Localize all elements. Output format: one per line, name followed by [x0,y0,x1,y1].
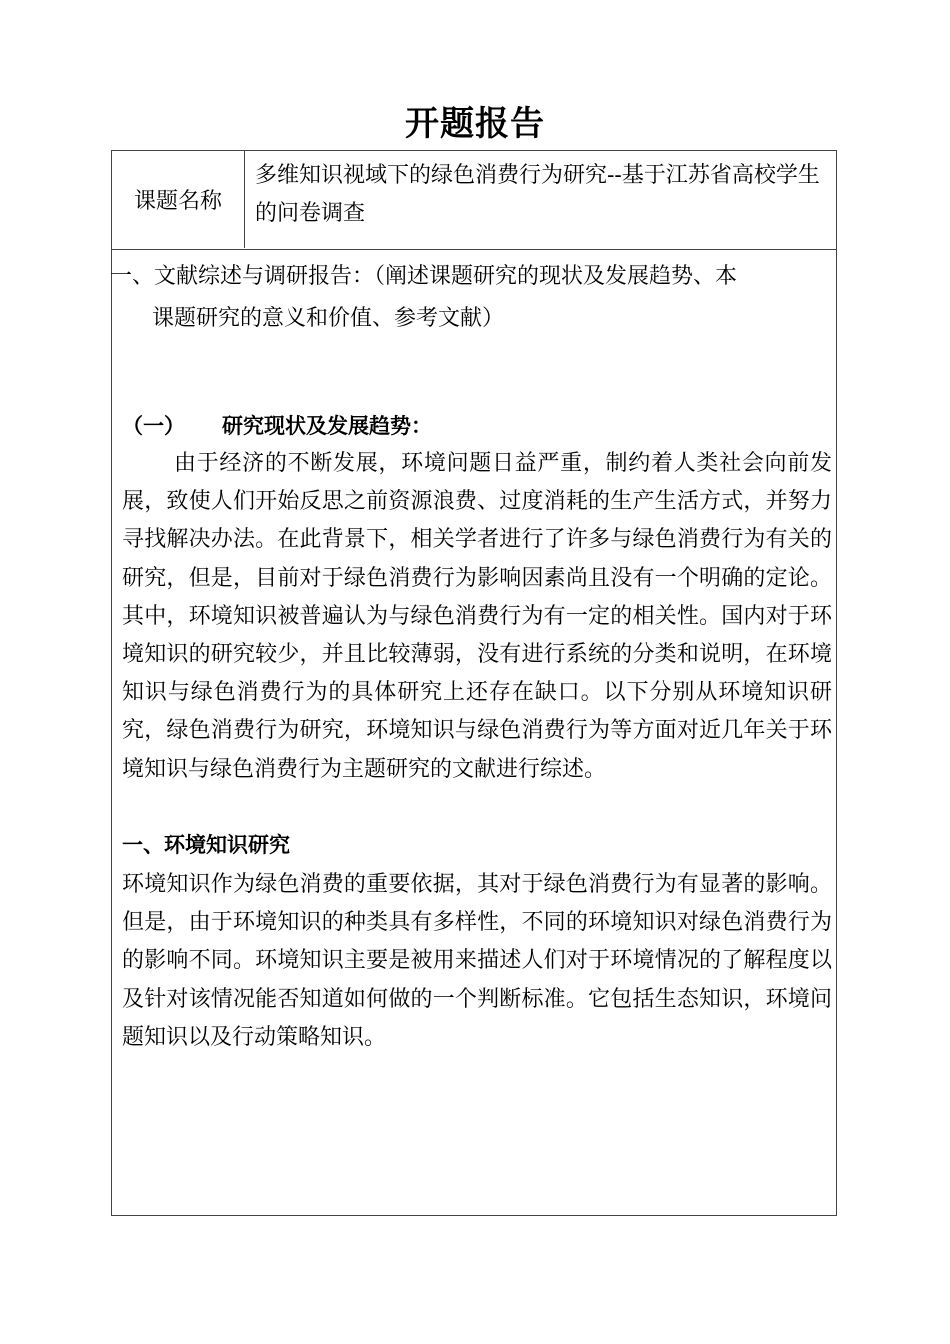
section-title [110,256,832,340]
topic-label: 课题名称 [112,151,245,248]
topic-value: 多维知识视域下的绿色消费行为研究--基于江苏省高校学生的问卷调查 [255,163,820,226]
paragraph-research-status: 由于经济的不断发展，环境问题日益严重，制约着人类社会向前发展，致使人们开始反思之前资源浪费、过度消耗的生产生活方式，并努力寻找解决办法。在此背景下，相关学者进行了许多与绿色消费行为有关的研究，但是，目前对于绿色消费行为影响因素尚且没有一个明确的定论。其中，环境知识被普遍认为与绿色消费行为有一定的相关性。国内对于环境知识的研究较少，并且比较薄弱，没有进行系统的分类和说明，在环境知识与绿色消费行为的具体研究上还存在缺口。以下分别从环境知识研究，绿色消费行为研究，环境知识与绿色消费行为等方面对近几年关于环境知识与绿色消费行为主题研究的文献进行综述。 [122,451,832,782]
section-title-line1: 一、文献综述与调研报告：（阐述课题研究的现状及发展趋势、本 [110,264,738,289]
paragraph-environmental-knowledge: 环境知识作为绿色消费的重要依据，其对于绿色消费行为有显著的影响。但是，由于环境知识的种类具有多样性，不同的环境知识对绿色消费行为的影响不同。环境知识主要是被用来描述人们对于环境情况的了解程度以及针对该情况能否知道如何做的一个判断标准。它包括生态知识，环境问题知识以及行动策略知识。 [122,872,832,1050]
section-title-line2: 课题研究的意义和价值、参考文献） [152,306,505,331]
subsection-number: （一） [122,414,185,438]
page-title: 开题报告 [405,104,545,144]
subsection-heading-2: 一、环境知识研究 [122,833,290,857]
subsection-title: 研究现状及发展趋势： [222,414,432,438]
subsection-heading-1 [122,408,832,444]
topic-row [112,151,836,250]
